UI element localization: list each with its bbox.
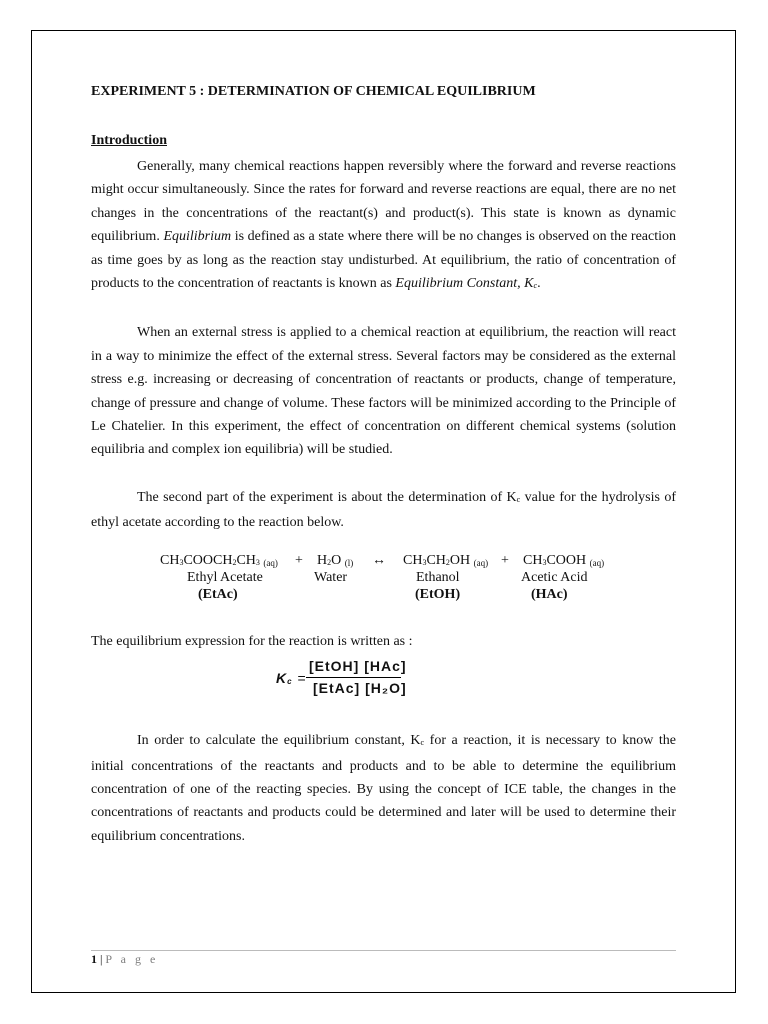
formula-ethanol: $CH_3CH_2OH$ $_{(aq)}$ xyxy=(403,552,489,568)
label-ethanol: Ethanol xyxy=(416,569,460,585)
label-ethyl-acetate: Ethyl Acetate xyxy=(187,569,263,585)
section-heading-introduction: Introduction xyxy=(91,133,167,148)
equation-intro: The equilibrium expression for the reaction is written as : xyxy=(91,633,413,649)
kc-symbol: $K_c$ = xyxy=(276,670,307,687)
label-water: Water xyxy=(314,569,348,585)
abbr-hac: (HAc) xyxy=(531,586,568,602)
reaction-equation xyxy=(91,553,676,609)
formula-water: $H_2O$ $_{(l)}$ xyxy=(317,552,354,568)
abbr-etoh: (EtOH) xyxy=(415,586,461,602)
plus-sign-1: + xyxy=(295,552,303,568)
denominator: [EtAc] [H₂O] xyxy=(313,680,407,697)
equilibrium-arrow: ↔ xyxy=(372,552,386,568)
numerator: [EtOH] [HAc] xyxy=(309,658,407,675)
page-footer xyxy=(91,952,158,967)
label-acetic-acid: Acetic Acid xyxy=(521,569,588,585)
plus-sign-2: + xyxy=(501,552,509,568)
abbr-etac: (EtAc) xyxy=(198,586,238,602)
paragraph-3: The second part of the experiment is about the determination of $K_c$ value for the hydrolysis of ethyl acetate according to the reaction below. xyxy=(91,489,677,531)
document-title: EXPERIMENT 5 : DETERMINATION OF CHEMICAL EQUILIBRIUM xyxy=(91,84,536,99)
page-number: 1 xyxy=(91,952,97,966)
equilibrium-expression xyxy=(91,653,676,721)
document-body xyxy=(91,84,676,848)
formula-acetic-acid: $CH_3COOH$ $_{(aq)}$ xyxy=(523,552,605,568)
footer-divider xyxy=(91,950,676,951)
paragraph-4: In order to calculate the equilibrium constant, $K_c$ for a reaction, it is necessary to know the initial concentrations of the reactants and products and to be able to determine the equilibrium concentration of one of the reacting species. By using the concept of ICE table, the changes in the concentrations of reactants and products could be determined and later will be used to determine their equilibrium concentrations. xyxy=(91,733,676,844)
paragraph-1: Generally, many chemical reactions happen reversibly where the forward and reverse reactions might occur simultaneously. Since the rates for forward and reverse reactions are equal, there are no net changes in the concentrations of the reactant(s) and product(s). This state is known as dynamic equilibrium. Equilibrium is defined as a state where there will be no changes is observed on the reaction as time goes by as long as the reaction stay undisturbed. At equilibrium, the ratio of concentration of products to the concentration of reactants is known as Equilibrium Constant, $K_c$. xyxy=(91,159,676,292)
fraction-bar xyxy=(306,677,401,678)
formula-ethyl-acetate: $CH_3COOCH_2CH_3$ $_{(aq)}$ xyxy=(160,552,278,568)
page-label: P a g e xyxy=(105,952,159,966)
paragraph-2: When an external stress is applied to a chemical reaction at equilibrium, the reaction will react in a way to minimize the effect of the external stress. Several factors may be considered as the external stress e.g. increasing or decreasing of concentration of reactants or products, change of temperature, change of pressure and change of volume. These factors will be minimized according to the Principle of Le Chatelier. In this experiment, the effect of concentration on different chemical systems (solution equilibria and complex ion equilibria) will be studied. xyxy=(91,325,676,458)
footer-separator: | xyxy=(100,952,103,966)
